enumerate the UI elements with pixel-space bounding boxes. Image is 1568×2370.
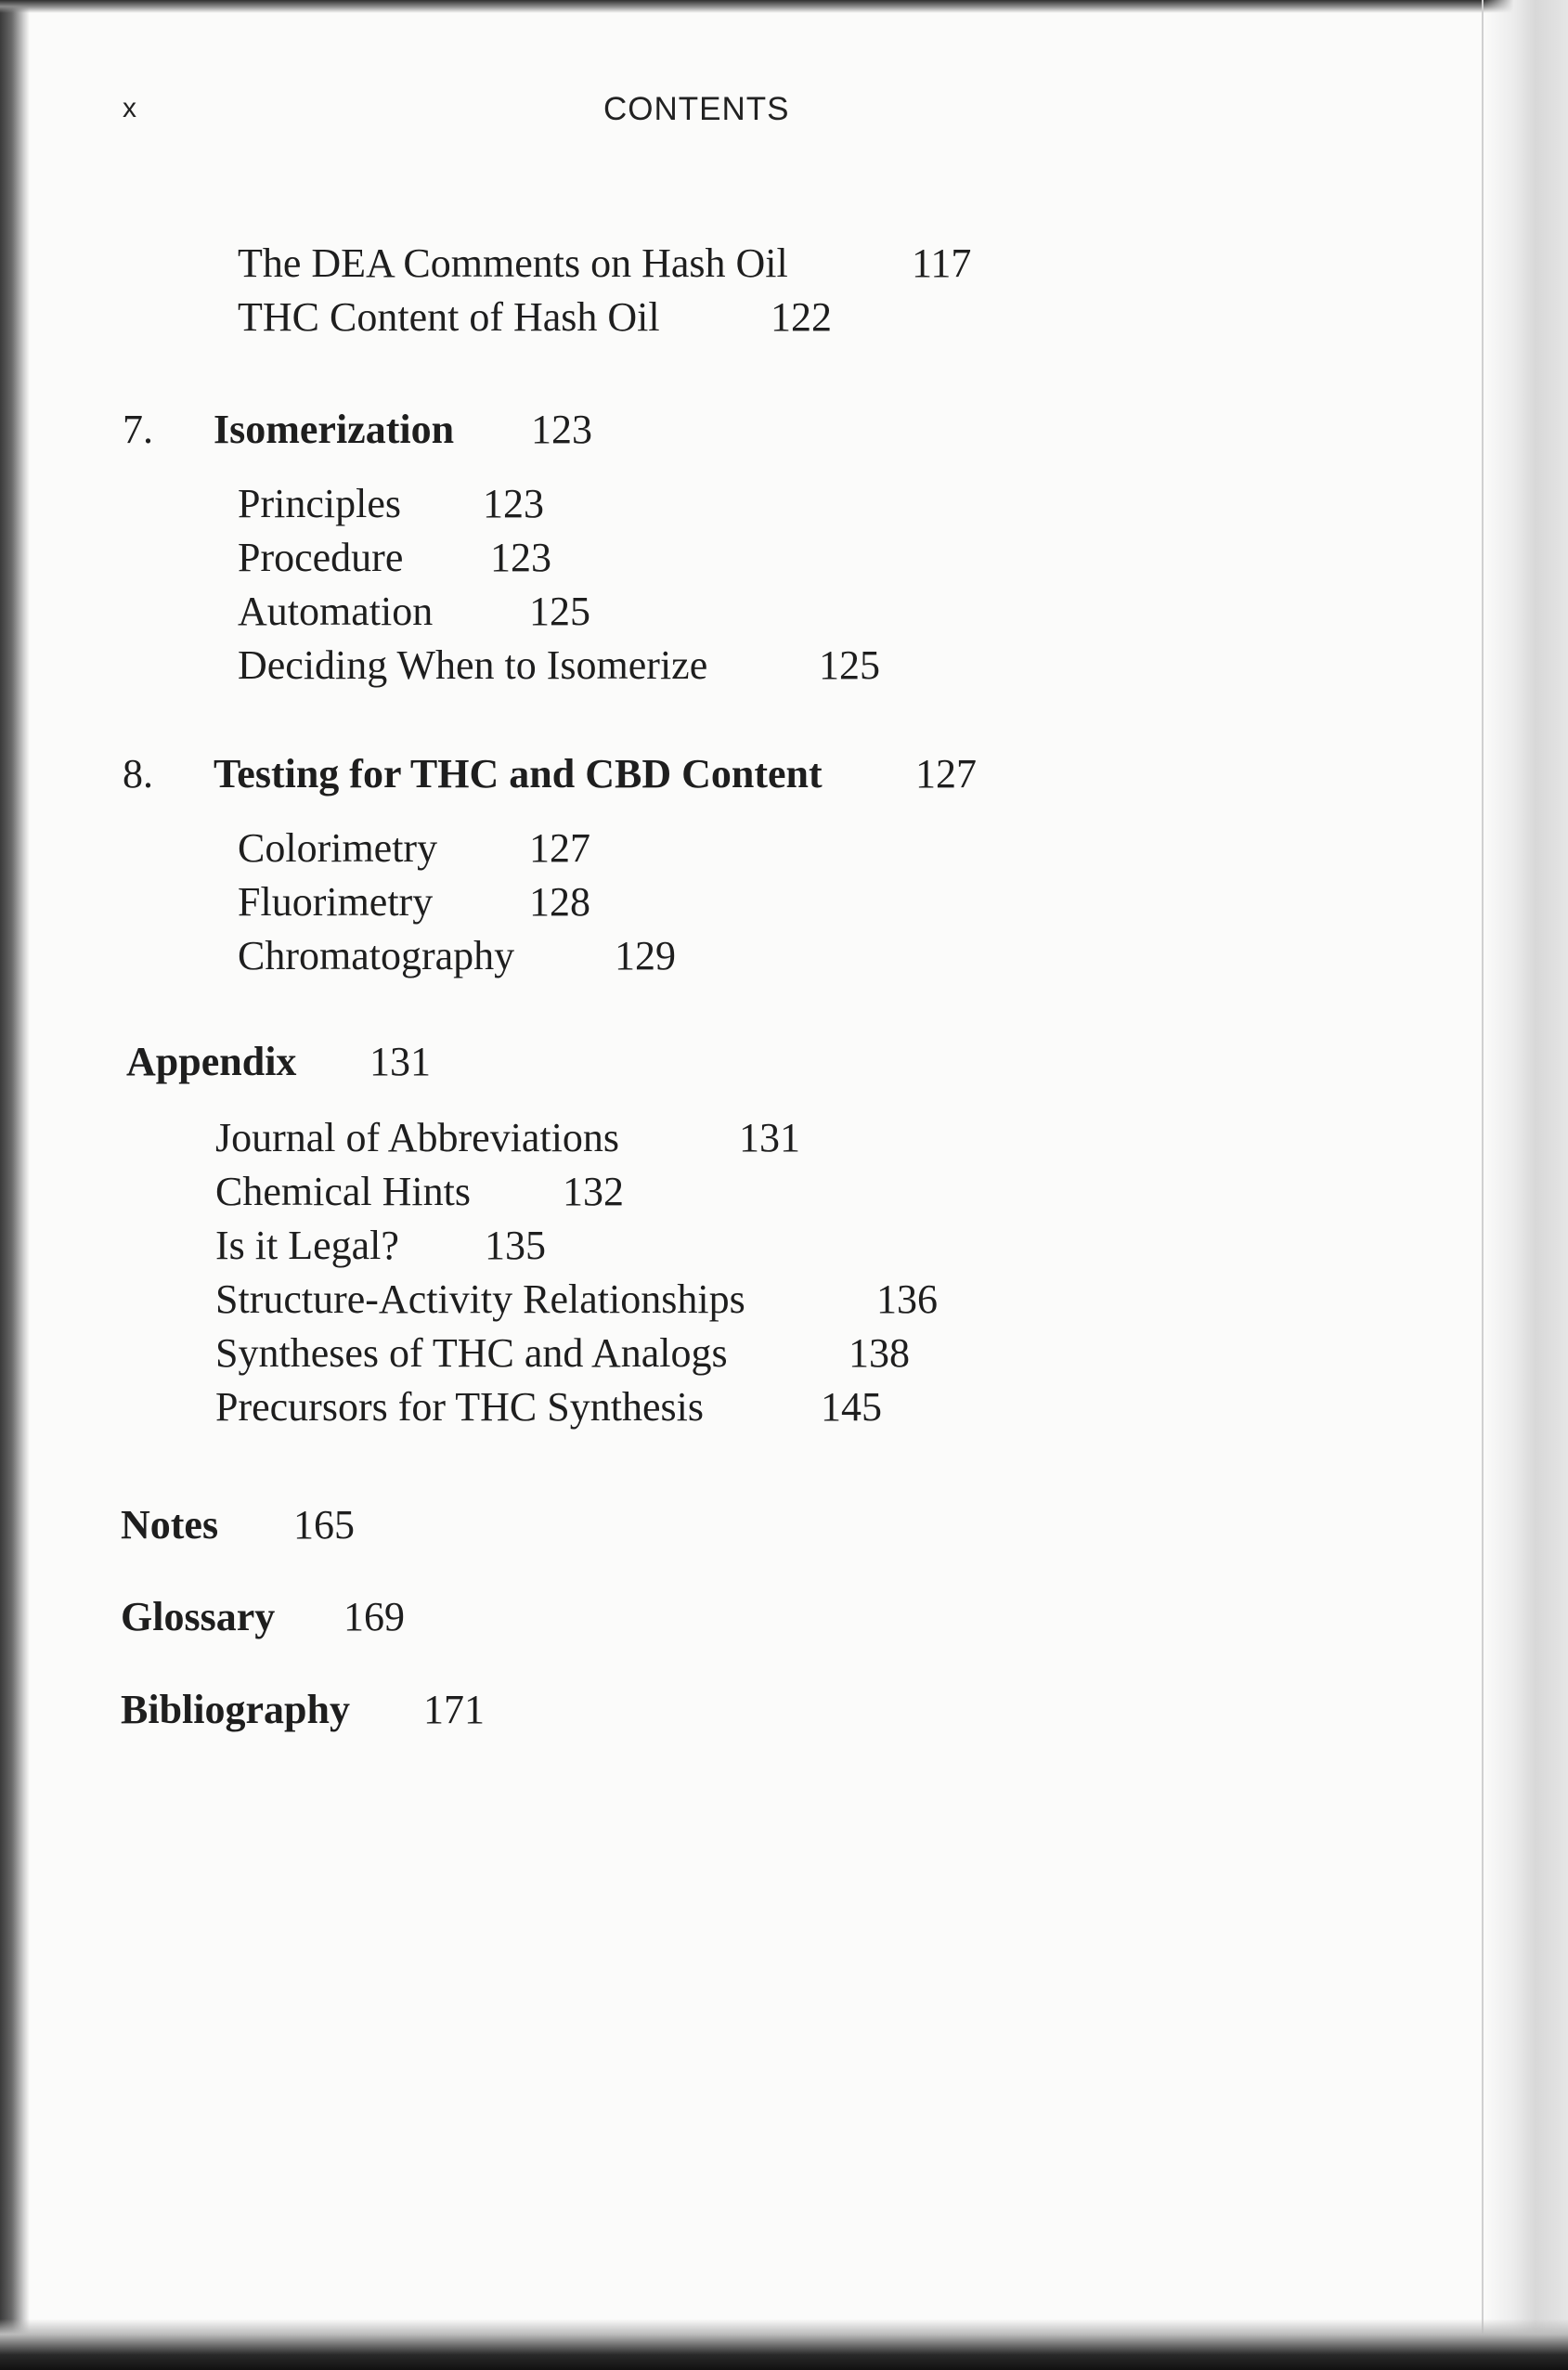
toc-entry-page: 125 — [529, 589, 590, 634]
page-shadow-left — [0, 0, 30, 2370]
toc-entry-title: Journal of Abbreviations — [215, 1115, 620, 1160]
toc-entry-page: 128 — [529, 879, 590, 925]
page-shadow-top — [0, 0, 1568, 13]
toc-entry-title: The DEA Comments on Hash Oil — [238, 240, 788, 286]
toc-entry-page: 123 — [483, 481, 544, 526]
toc-entry-title: Chemical Hints — [215, 1169, 471, 1214]
toc-entry-title: Principles — [238, 481, 401, 526]
toc-entry-page: 117 — [912, 240, 972, 286]
toc-entry-title: Procedure — [238, 535, 404, 580]
chapter-number: 8. — [123, 751, 153, 796]
chapter-title: Isomerization — [214, 407, 455, 452]
toc-entry-title: Is it Legal? — [215, 1223, 399, 1268]
toc-entry-page: 135 — [485, 1223, 546, 1268]
backmatter-title: Bibliography — [121, 1687, 350, 1732]
backmatter-title: Glossary — [121, 1594, 276, 1639]
chapter-page: 127 — [915, 751, 977, 796]
toc-entry-page: 145 — [821, 1384, 882, 1430]
page-shadow-bottom — [0, 2319, 1568, 2370]
backmatter-page: 169 — [343, 1594, 405, 1639]
page-numeral: x — [123, 93, 136, 123]
backmatter-page: 165 — [293, 1502, 355, 1548]
toc-entry-page: 138 — [849, 1330, 910, 1376]
toc-entry-title: Syntheses of THC and Analogs — [215, 1330, 728, 1376]
toc-entry-page: 136 — [876, 1276, 938, 1322]
toc-entry-title: THC Content of Hash Oil — [238, 294, 660, 340]
toc-entry-title: Deciding When to Isomerize — [238, 642, 708, 688]
chapter-page: 123 — [531, 407, 592, 452]
toc-entry-page: 132 — [563, 1169, 624, 1214]
toc-entry-title: Precursors for THC Synthesis — [215, 1384, 704, 1430]
backmatter-title: Notes — [121, 1502, 219, 1548]
toc-entry-title: Automation — [238, 589, 434, 634]
chapter-number: 7. — [123, 407, 153, 452]
toc-entry-page: 125 — [819, 642, 880, 688]
chapter-title: Testing for THC and CBD Content — [214, 751, 823, 796]
toc-entry-title: Structure-Activity Relationships — [215, 1276, 745, 1322]
backmatter-page: 171 — [423, 1687, 485, 1732]
appendix-page: 131 — [369, 1039, 431, 1084]
toc-entry-page: 129 — [615, 933, 676, 978]
toc-entry-title: Colorimetry — [238, 825, 438, 871]
toc-entry-page: 127 — [529, 825, 590, 871]
page-gutter-right — [1482, 0, 1568, 2370]
page-title: CONTENTS — [603, 91, 790, 127]
toc-entry-title: Chromatography — [238, 933, 515, 978]
appendix-title: Appendix — [126, 1039, 297, 1084]
toc-entry-title: Fluorimetry — [238, 879, 434, 925]
toc-entry-page: 122 — [771, 294, 832, 340]
toc-entry-page: 123 — [490, 535, 551, 580]
toc-entry-page: 131 — [739, 1115, 800, 1160]
